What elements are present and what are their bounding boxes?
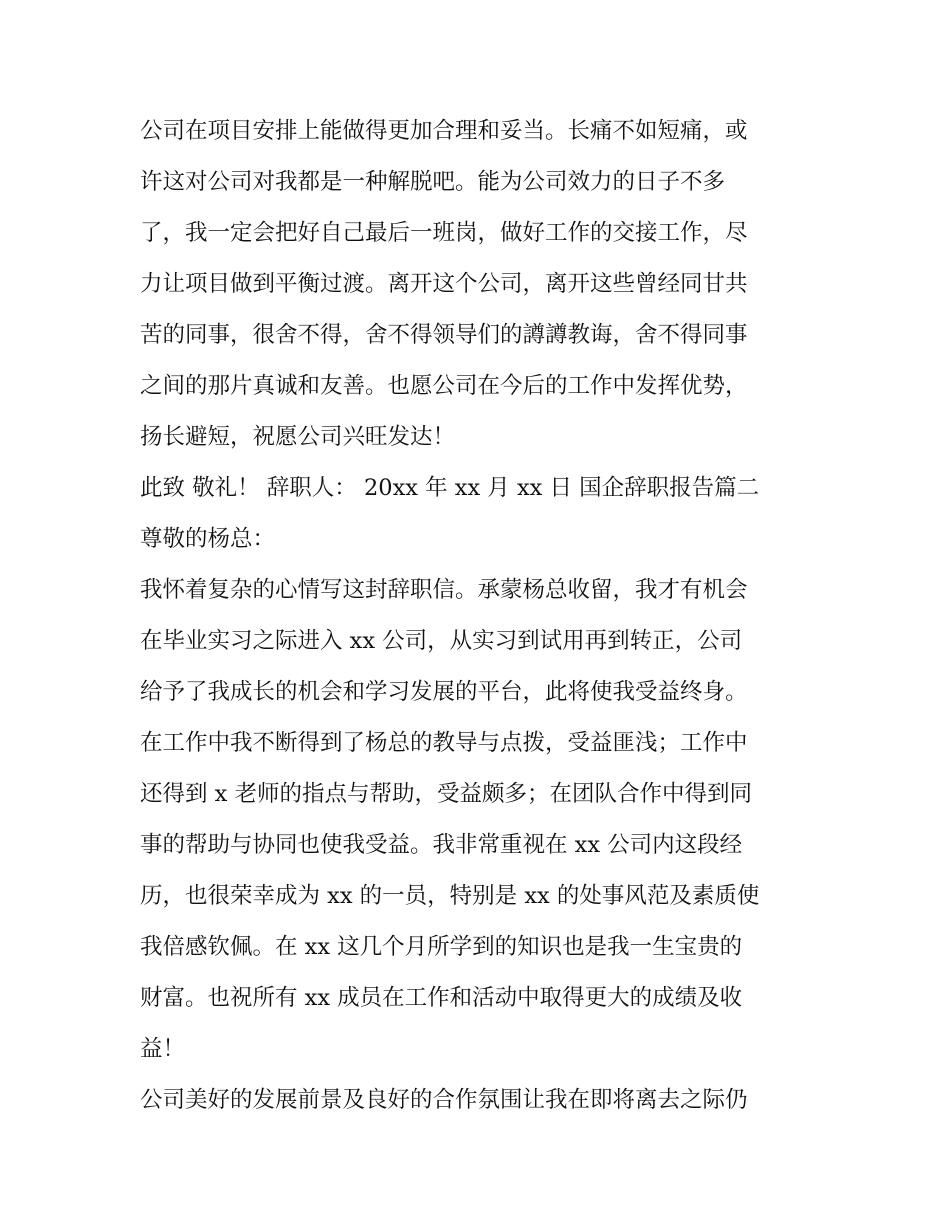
text-line: 苦的同事，很舍不得，舍不得领导们的譐譐教诲，舍不得同事 — [140, 322, 748, 348]
text-line: 我倍感钦佩。在 xx 这几个月所学到的知识也是我一生宝贵的 — [140, 934, 743, 960]
text-line: 在毕业实习之际进入 xx 公司，从实习到试用再到转正，公司 — [140, 628, 743, 654]
text-line: 在工作中我不断得到了杨总的教导与点拨，受益匪浅；工作中 — [140, 730, 748, 756]
text-line: 许这对公司对我都是一种解脱吧。能为公司效力的日子不多 — [140, 169, 726, 195]
text-line: 事的帮助与协同也使我受益。我非常重视在 xx 公司内这段经 — [140, 832, 743, 858]
text-line: 力让项目做到平衡过渡。离开这个公司，离开这些曾经同甘共 — [140, 271, 748, 297]
closing-line: 此致 敬礼！ 辞职人： 20xx 年 xx 月 xx 日 国企辞职报告篇二 — [140, 475, 760, 501]
salutation-line: 尊敬的杨总： — [140, 526, 276, 552]
text-line: 了，我一定会把好自己最后一班岗，做好工作的交接工作，尽 — [140, 220, 748, 246]
text-line: 扬长避短，祝愿公司兴旺发达！ — [140, 424, 456, 450]
text-line: 公司在项目安排上能做得更加合理和妥当。长痛不如短痛，或 — [140, 118, 748, 144]
text-line: 还得到 x 老师的指点与帮助，受益颇多；在团队合作中得到同 — [140, 781, 752, 807]
text-line: 历，也很荣幸成为 xx 的一员，特别是 xx 的处事风范及素质使 — [140, 883, 760, 909]
document-body — [140, 106, 820, 1126]
text-line: 益！ — [140, 1036, 186, 1062]
text-line: 财富。也祝所有 xx 成员在工作和活动中取得更大的成绩及收 — [140, 985, 743, 1011]
text-line: 之间的那片真诚和友善。也愿公司在今后的工作中发挥优势， — [140, 373, 748, 399]
text-line: 我怀着复杂的心情写这封辞职信。承蒙杨总收留，我才有机会 — [140, 577, 748, 603]
text-line: 给予了我成长的机会和学习发展的平台，此将使我受益终身。 — [140, 679, 748, 705]
text-line: 公司美好的发展前景及良好的合作氛围让我在即将离去之际仍 — [140, 1087, 748, 1113]
